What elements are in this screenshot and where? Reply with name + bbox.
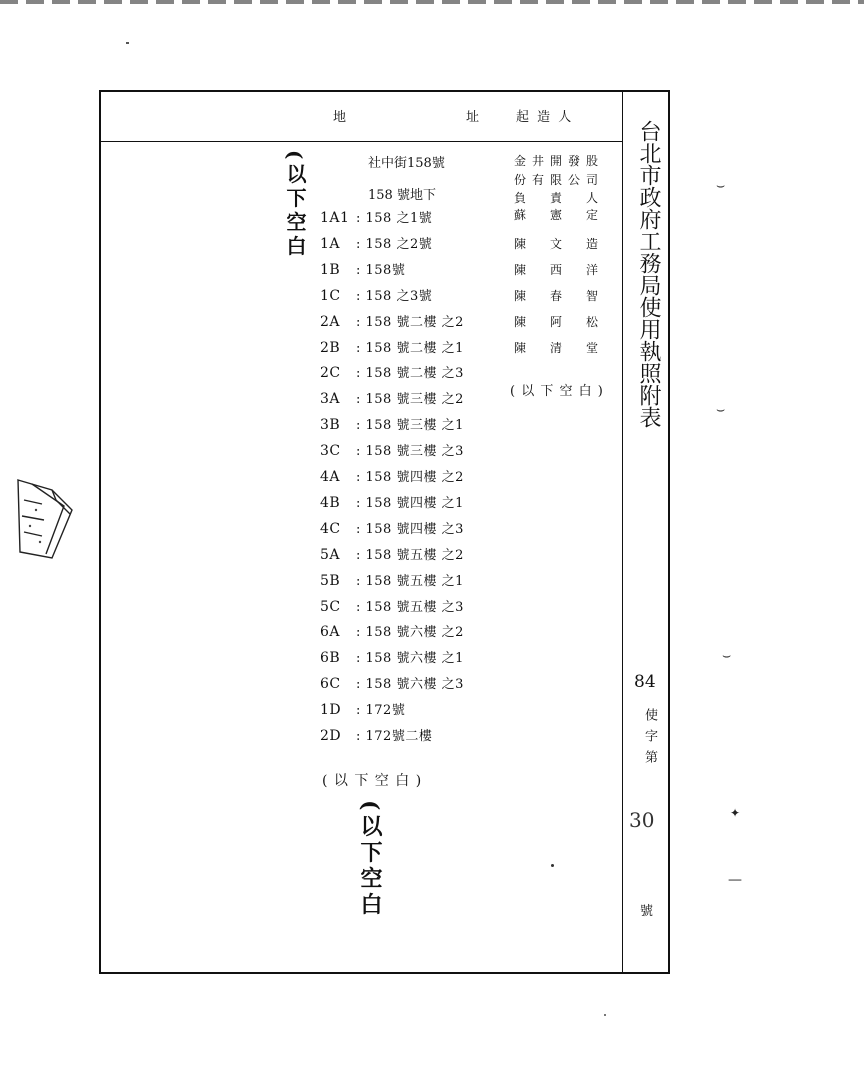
address-row bbox=[320, 364, 464, 382]
address-row bbox=[320, 209, 432, 227]
separator: : bbox=[356, 729, 366, 744]
unit-address: 158 號二樓 之1 bbox=[365, 340, 464, 356]
address-basement: 158 號地下 bbox=[368, 188, 436, 203]
unit-code: 5A bbox=[320, 546, 341, 563]
address-row bbox=[320, 520, 464, 538]
owner-blank-note: ( 以 下 空 白 ) bbox=[510, 384, 604, 399]
unit-code: 3C bbox=[320, 443, 341, 460]
permit-year: 84 bbox=[634, 672, 656, 692]
unit-code: 3A bbox=[320, 391, 341, 408]
unit-code: 6A bbox=[320, 624, 341, 641]
unit-address: 158 號四樓 之3 bbox=[365, 521, 464, 537]
address-row bbox=[320, 701, 405, 719]
owner-person: 陳 西 洋 bbox=[514, 263, 598, 277]
separator: : bbox=[356, 625, 366, 641]
separator: : bbox=[356, 418, 366, 434]
unit-code: 1D bbox=[320, 702, 342, 719]
permit-suffix: 號 bbox=[640, 904, 654, 919]
owner-company-line2: 份有限公司 bbox=[514, 173, 598, 187]
unit-address: 158 號六樓 之2 bbox=[365, 625, 464, 641]
unit-code: 2C bbox=[320, 365, 341, 382]
unit-address: 158 號三樓 之2 bbox=[365, 392, 464, 408]
unit-code: 1C bbox=[320, 287, 341, 304]
unit-code: 1A1 bbox=[320, 210, 350, 226]
address-row bbox=[320, 598, 464, 616]
unit-code: 2B bbox=[320, 339, 341, 356]
title-column-divider bbox=[622, 90, 623, 974]
separator: : bbox=[356, 262, 366, 278]
separator: : bbox=[356, 599, 366, 615]
unit-address: 158 號四樓 之1 bbox=[365, 495, 464, 511]
unit-code: 3B bbox=[320, 417, 341, 434]
unit-code: 6C bbox=[320, 676, 341, 693]
separator: : bbox=[356, 366, 366, 382]
permit-number: 30 bbox=[629, 808, 655, 832]
owner-person: 陳 阿 松 bbox=[514, 315, 598, 329]
header-divider bbox=[99, 141, 623, 142]
separator: : bbox=[356, 211, 366, 226]
address-row bbox=[320, 572, 464, 590]
separator: : bbox=[356, 547, 366, 563]
address-row bbox=[320, 546, 464, 564]
unit-code: 2A bbox=[320, 313, 341, 330]
scan-speck bbox=[551, 864, 554, 867]
unit-address: 158 之3號 bbox=[365, 288, 433, 304]
unit-address: 172號 bbox=[365, 703, 406, 719]
address-row bbox=[320, 468, 464, 486]
unit-address: 158 號三樓 之3 bbox=[365, 444, 464, 460]
unit-address: 158 號六樓 之3 bbox=[365, 677, 464, 693]
permit-type: 使字第 bbox=[642, 708, 657, 771]
margin-mark: ⌣ bbox=[716, 402, 726, 418]
unit-code: 6B bbox=[320, 650, 341, 667]
address-row bbox=[320, 623, 464, 641]
owner-rep-name: 蘇 憲 定 bbox=[514, 208, 598, 222]
scan-speck bbox=[604, 1014, 606, 1016]
unit-address: 158 號五樓 之3 bbox=[365, 599, 464, 615]
unit-address: 158 之2號 bbox=[365, 236, 433, 252]
separator: : bbox=[356, 340, 366, 356]
header-address-label: 地 bbox=[333, 110, 347, 125]
margin-mark: ⌣ bbox=[722, 648, 732, 664]
address-row bbox=[320, 416, 464, 434]
blank-stamp-upper: (以下空白 bbox=[283, 150, 307, 260]
unit-address: 158 號六樓 之1 bbox=[365, 651, 464, 667]
owner-rep-title: 負 責 人 bbox=[514, 191, 598, 205]
unit-address: 158 之1號 bbox=[365, 211, 433, 226]
owner-person: 陳 清 堂 bbox=[514, 341, 598, 355]
scan-artifact-icon bbox=[12, 470, 78, 562]
unit-code: 2D bbox=[320, 728, 342, 744]
header-owner-label: 起 造 人 bbox=[516, 110, 574, 125]
margin-mark: ⌣ bbox=[716, 178, 726, 194]
separator: : bbox=[356, 236, 366, 252]
header-address-label-2: 址 bbox=[466, 110, 480, 125]
unit-code: 4B bbox=[320, 494, 341, 511]
address-street: 社中街158號 bbox=[368, 156, 445, 171]
unit-address: 158 號五樓 之2 bbox=[365, 547, 464, 563]
separator: : bbox=[356, 392, 366, 408]
scan-edge-artifact bbox=[0, 0, 864, 4]
address-row bbox=[320, 287, 432, 305]
unit-address: 158 號二樓 之3 bbox=[365, 366, 464, 382]
separator: : bbox=[356, 314, 366, 330]
unit-code: 4C bbox=[320, 520, 341, 537]
unit-address: 172號二樓 bbox=[365, 729, 433, 744]
owner-person: 陳 文 造 bbox=[514, 237, 598, 251]
unit-address: 158 號三樓 之1 bbox=[365, 418, 464, 434]
blank-stamp-lower: (以下空白 bbox=[357, 800, 383, 919]
address-row bbox=[320, 649, 464, 667]
unit-address: 158號 bbox=[365, 262, 406, 278]
separator: : bbox=[356, 677, 366, 693]
unit-code: 5B bbox=[320, 572, 341, 589]
separator: : bbox=[356, 651, 366, 667]
separator: : bbox=[356, 470, 366, 485]
unit-address: 158 號五樓 之1 bbox=[365, 573, 464, 589]
address-row bbox=[320, 727, 432, 745]
address-row bbox=[320, 675, 464, 693]
unit-address: 158 號四樓 之2 bbox=[365, 470, 464, 485]
unit-code: 1A bbox=[320, 235, 341, 252]
address-row bbox=[320, 235, 432, 253]
address-row bbox=[320, 390, 464, 408]
margin-mark: — bbox=[728, 872, 742, 888]
separator: : bbox=[356, 288, 366, 304]
owner-person: 陳 春 智 bbox=[514, 289, 598, 303]
address-row bbox=[320, 313, 464, 331]
unit-address: 158 號二樓 之2 bbox=[365, 314, 464, 330]
address-row bbox=[320, 261, 405, 279]
separator: : bbox=[356, 573, 366, 589]
scan-speck bbox=[126, 42, 129, 44]
owner-company-line1: 金井開發股 bbox=[514, 154, 598, 168]
unit-code: 4A bbox=[320, 469, 341, 485]
separator: : bbox=[356, 495, 366, 511]
separator: : bbox=[356, 444, 366, 460]
address-blank-note: ( 以 下 空 白 ) bbox=[322, 773, 423, 789]
margin-mark: ✦ bbox=[730, 806, 741, 820]
separator: : bbox=[356, 703, 366, 719]
address-row bbox=[320, 442, 464, 460]
separator: : bbox=[356, 521, 366, 537]
address-row bbox=[320, 494, 464, 512]
unit-code: 5C bbox=[320, 598, 341, 615]
unit-code: 1B bbox=[320, 261, 341, 278]
address-row bbox=[320, 339, 464, 357]
document-title: 台北市政府工務局使用執照附表 bbox=[636, 120, 661, 428]
